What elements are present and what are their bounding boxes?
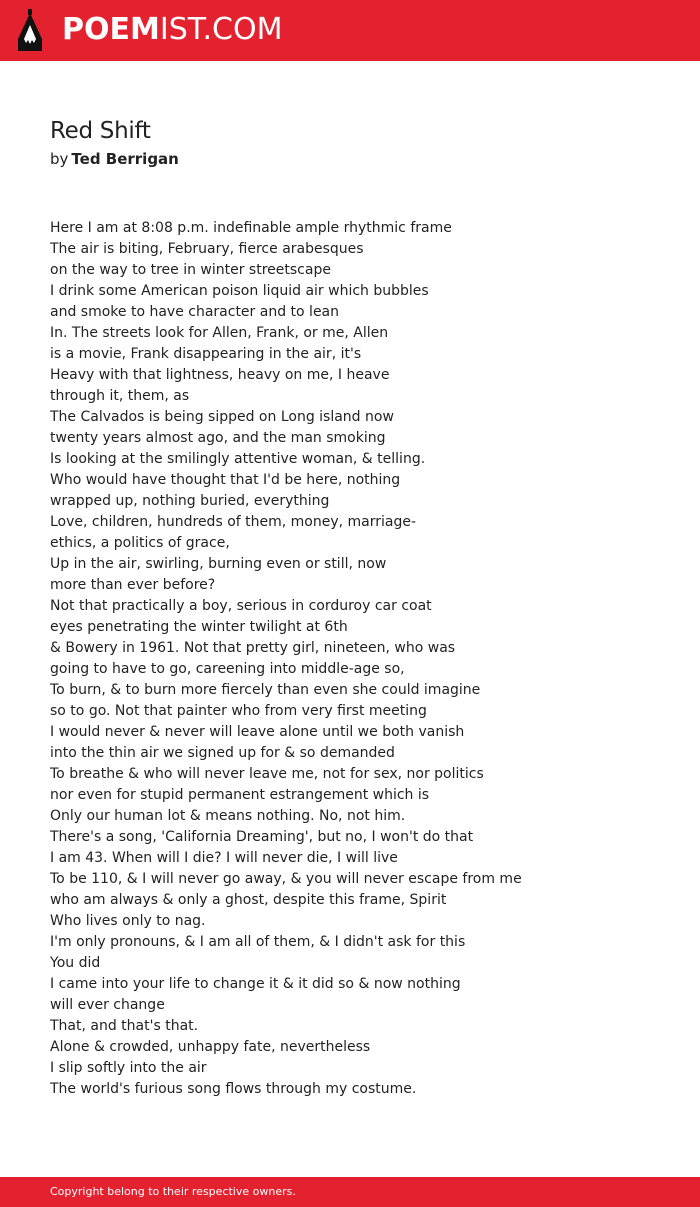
poem-line: Is looking at the smilingly attentive woman, & telling. <box>50 451 426 467</box>
poem-line: Here I am at 8:08 p.m. indefinable ample rhythmic frame <box>50 220 452 236</box>
poem-title: Red Shift <box>50 118 151 144</box>
poem-line: more than ever before? <box>50 577 216 593</box>
poem-line: There's a song, 'California Dreaming', but no, I won't do that <box>50 829 474 845</box>
poem-line: will ever change <box>50 997 165 1013</box>
byline <box>50 148 179 170</box>
poem-line: I came into your life to change it & it did so & now nothing <box>50 976 461 992</box>
site-logo-text <box>62 9 282 51</box>
site-header <box>0 0 700 61</box>
poem-line: Alone & crowded, unhappy fate, nevertheless <box>50 1039 371 1055</box>
poem-line: The world's furious song flows through my costume. <box>50 1081 417 1097</box>
poem-line: Only our human lot & means nothing. No, not him. <box>50 808 406 824</box>
pencil-icon <box>18 9 42 51</box>
poem-line: Love, children, hundreds of them, money, marriage- <box>50 514 417 530</box>
poem-line: wrapped up, nothing buried, everything <box>50 493 330 509</box>
site-footer <box>0 1177 700 1207</box>
poem-line: who am always & only a ghost, despite this frame, Spirit <box>50 892 447 908</box>
poem-line: going to have to go, careening into middle-age so, <box>50 661 405 677</box>
poem-line: To be 110, & I will never go away, & you will never escape from me <box>50 871 522 887</box>
poem-line: I drink some American poison liquid air which bubbles <box>50 283 429 299</box>
by-label: by <box>50 150 69 168</box>
poem-line: In. The streets look for Allen, Frank, or me, Allen <box>50 325 389 341</box>
poem-line: The Calvados is being sipped on Long island now <box>50 409 394 425</box>
poem-line: That, and that's that. <box>50 1018 199 1034</box>
poem-line: on the way to tree in winter streetscape <box>50 262 331 278</box>
poem-line: Heavy with that lightness, heavy on me, I heave <box>50 367 390 383</box>
site-logo[interactable] <box>18 9 282 51</box>
logo-bold-text: POEM <box>62 12 160 47</box>
poem-line: To burn, & to burn more fiercely than even she could imagine <box>50 682 481 698</box>
poem-line: Who would have thought that I'd be here, nothing <box>50 472 401 488</box>
poem-line: Not that practically a boy, serious in corduroy car coat <box>50 598 432 614</box>
poem-line: and smoke to have character and to lean <box>50 304 340 320</box>
poem-line: You did <box>50 955 101 971</box>
poem-line: Up in the air, swirling, burning even or still, now <box>50 556 387 572</box>
author-name: Ted Berrigan <box>71 150 179 168</box>
poem-line: I'm only pronouns, & I am all of them, & I didn't ask for this <box>50 934 466 950</box>
copyright-text: Copyright belong to their respective owners. <box>50 1185 296 1198</box>
poem-line: is a movie, Frank disappearing in the air, it's <box>50 346 362 362</box>
poem-line: I would never & never will leave alone until we both vanish <box>50 724 465 740</box>
poem-line: so to go. Not that painter who from very first meeting <box>50 703 427 719</box>
poem-body <box>50 218 670 1100</box>
poem-line: nor even for stupid permanent estrangement which is <box>50 787 430 803</box>
poem-line: through it, them, as <box>50 388 190 404</box>
poem-line: & Bowery in 1961. Not that pretty girl, nineteen, who was <box>50 640 456 656</box>
poem-line: I am 43. When will I die? I will never die, I will live <box>50 850 398 866</box>
poem-line: ethics, a politics of grace, <box>50 535 230 551</box>
poem-line: twenty years almost ago, and the man smoking <box>50 430 386 446</box>
poem-line: The air is biting, February, fierce arabesques <box>50 241 364 257</box>
poem-line: Who lives only to nag. <box>50 913 206 929</box>
poem-line: eyes penetrating the winter twilight at 6th <box>50 619 348 635</box>
poem-line: into the thin air we signed up for & so demanded <box>50 745 395 761</box>
poem-line: To breathe & who will never leave me, not for sex, nor politics <box>50 766 484 782</box>
poem-line: I slip softly into the air <box>50 1060 207 1076</box>
logo-light-text: IST.COM <box>159 12 283 47</box>
